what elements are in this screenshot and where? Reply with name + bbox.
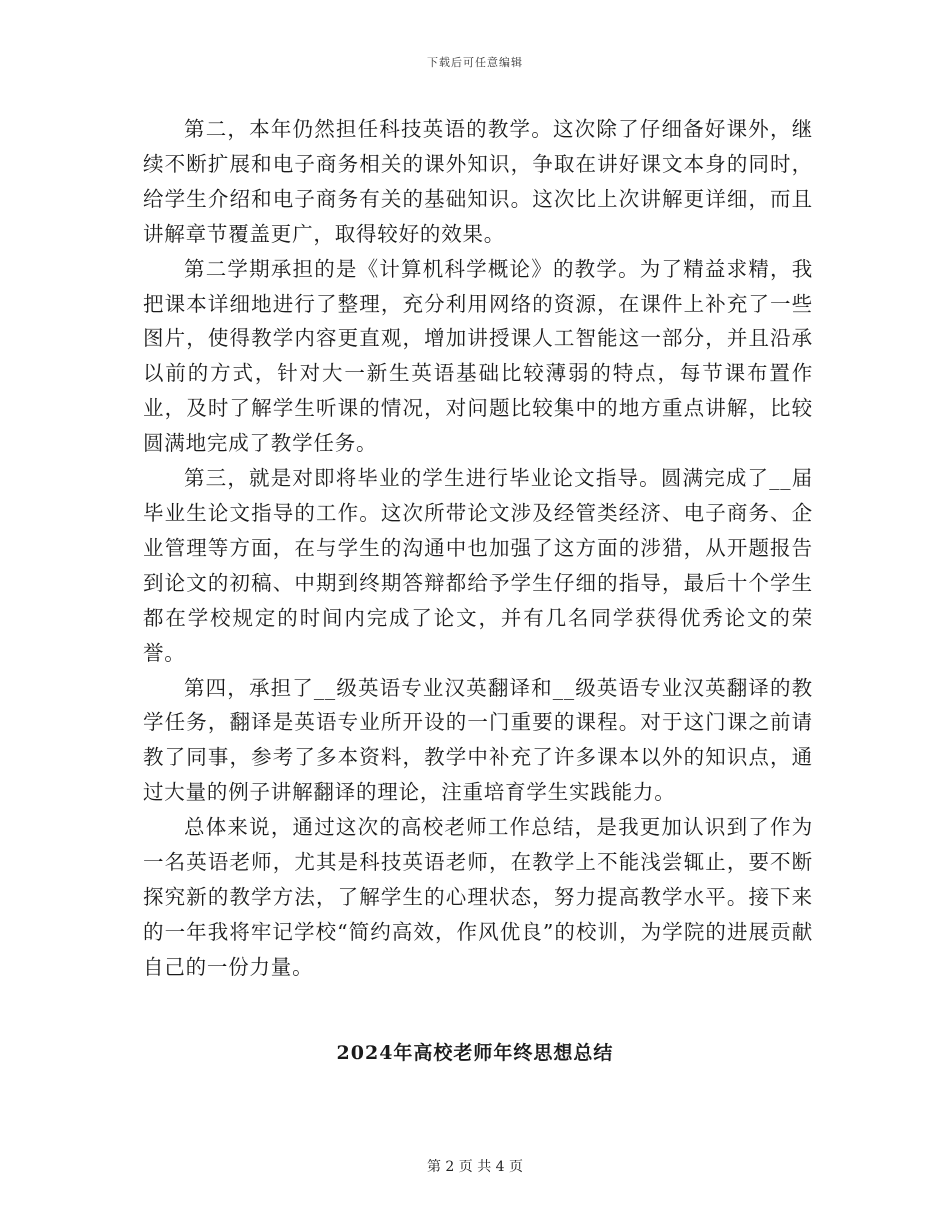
paragraph-teaching-tech-english: 第二，本年仍然担任科技英语的教学。这次除了仔细备好课外，继续不断扩展和电子商务相关的课外知识，争取在讲好课文本身的同时，给学生介绍和电子商务有关的基础知识。这次比上次讲解更详细，而且讲解章节覆盖更广，取得较好的效果。 bbox=[143, 117, 813, 246]
paragraph-second-semester: 第二学期承担的是《计算机科学概论》的教学。为了精益求精，我把课本详细地进行了整理，充分利用网络的资源，在课件上补充了一些图片，使得教学内容更直观，增加讲授课人工智能这一部分，并且沿承以前的方式，针对大一新生英语基础比较薄弱的特点，每节课布置作业，及时了解学生听课的情况，对问题比较集中的地方重点讲解，比较圆满地完成了教学任务。 bbox=[143, 256, 813, 456]
document-body bbox=[143, 112, 813, 985]
header-note: 下载后可任意编辑 bbox=[427, 56, 523, 69]
next-section-title: 2024年高校老师年终思想总结 bbox=[336, 1042, 614, 1064]
page-number: 第 2 页 共 4 页 bbox=[426, 1159, 524, 1175]
paragraph-conclusion: 总体来说，通过这次的高校老师工作总结，是我更加认识到了作为一名英语老师，尤其是科技英语老师，在教学上不能浅尝辄止，要不断探究新的教学方法，了解学生的心理状态，努力提高教学水平。接下来的一年我将牢记学校“简约高效，作风优良”的校训，为学院的进展贡献自己的一份力量。 bbox=[143, 815, 813, 979]
paragraph-thesis-guidance: 第三，就是对即将毕业的学生进行毕业论文指导。圆满完成了__届毕业生论文指导的工作。这次所带论文涉及经管类经济、电子商务、企业管理等方面，在与学生的沟通中也加强了这方面的涉猎，从开题报告到论文的初稿、中期到终期答辩都给予学生仔细的指导，最后十个学生都在学校规定的时间内完成了论文，并有几名同学获得优秀论文的荣誉。 bbox=[143, 466, 813, 665]
paragraph-translation-course: 第四，承担了__级英语专业汉英翻译和__级英语专业汉英翻译的教学任务，翻译是英语专业所开设的一门重要的课程。对于这门课之前请教了同事，参考了多本资料，教学中补充了许多课本以外的知识点，通过大量的例子讲解翻译的理论，注重培育学生实践能力。 bbox=[143, 675, 813, 805]
